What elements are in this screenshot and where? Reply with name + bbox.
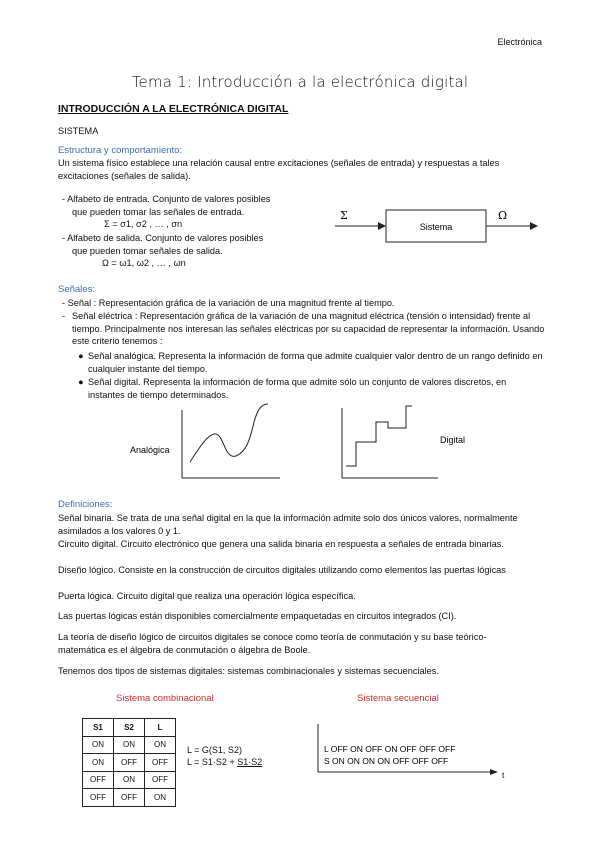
table-cell: ON [83, 754, 114, 772]
formula-omega: Ω = ω1, ω2 , … , ωn [102, 258, 186, 268]
table-row [83, 736, 176, 754]
table-cell: ON [114, 771, 145, 789]
table-cell: L [145, 719, 176, 737]
analog-curve [190, 404, 268, 462]
senal-digital-bullet: ● Señal digital. Representa la información de forma que admite sólo un conjunto de valores discretos, en instantes de tiempo determinados. [78, 376, 544, 401]
senal-analogica-bullet: ● Señal analógica. Representa la información de forma que admite cualquier valor dentro de un rango definido en cualquier instante del tiempo. [78, 351, 543, 374]
senales-heading: Señales: [58, 284, 95, 295]
table-cell: OFF [145, 754, 176, 772]
para-puertas-ci: Las puertas lógicas están disponibles comercialmente empaquetadas en circuitos integrados (CI). [58, 611, 457, 621]
table-cell: OFF [83, 771, 114, 789]
output-symbol: Ω [498, 209, 508, 222]
bullet-alfabeto-entrada: - Alfabeto de entrada. Conjunto de valores posibles que pueden tomar las señales de entrada. Σ = σ1, σ2 , … , σn [62, 193, 312, 231]
bullet-line: que pueden tomar las señales de entrada. [72, 206, 245, 217]
table-row [83, 754, 176, 772]
def-diseno-logico: Diseño lógico. Consiste en la construcción de circuitos digitales utilizando como elementos las puertas lógicas [58, 565, 506, 575]
table-cell: ON [83, 736, 114, 754]
section-title: INTRODUCCIÓN A LA ELECTRÓNICA DIGITAL [58, 103, 289, 115]
def-puerta-logica: Puerta lógica. Circuito digital que realiza una operación lógica específica. [58, 591, 356, 601]
para-teoria-conmutacion: La teoría de diseño lógico de circuitos digitales se conoce como teoría de conmutación y su base teórico-matemática es el álgebra de conmutación o álgebra de Boole. [58, 632, 487, 655]
def-circuito-digital: Circuito digital. Circuito electrónico que genera una salida binaria en respuesta a señales de entrada binarias. [58, 539, 504, 549]
table-row [83, 719, 176, 737]
senal-text: Señal : Representación gráfica de la variación de una magnitud frente al tiempo. [67, 298, 395, 308]
page-header: Electrónica [497, 37, 542, 47]
seq-axis-t: t [502, 770, 505, 780]
para-tipos-sistemas: Tenemos dos tipos de sistemas digitales: sistemas combinacionales y sistemas secuenciales. [58, 666, 439, 676]
estructura-heading: Estructura y comportamiento: [58, 145, 183, 156]
senal-electrica-text: Señal eléctrica : Representación gráfica de la variación de una magnitud eléctrica (tensión o intensidad) frente al tiempo. Principalmente nos interesan las señales eléctricas por su capacidad de representar la información. Usando este criterio tenemos : [72, 311, 545, 346]
input-arrowhead [378, 222, 386, 230]
table-cell: OFF [83, 789, 114, 807]
senal-electrica-bullet: - Señal eléctrica : Representación gráfica de la variación de una magnitud eléctrica (tensión o intensidad) frente al tiempo. Principalmente nos interesan las señales eléctricas por su capacidad de representar la información. Usando este criterio tenemos : [62, 311, 545, 346]
seq-row-l: L OFF ON OFF ON OFF OFF OFF [324, 744, 456, 754]
def-senal-binaria: Señal binaria. Se trata de una señal digital en la que la información admite solo dos únicos valores, normalmente asimilados a los valores 0 y 1. [58, 513, 518, 536]
bullet-alfabeto-salida: - Alfabeto de salida. Conjunto de valores posibles que pueden tomar señales de salida. Ω = ω1, ω2 , … , ωn [62, 232, 312, 270]
equation-term: L = S1·S2 + [187, 757, 238, 767]
table-cell: S1 [83, 719, 114, 737]
table-cell: OFF [114, 754, 145, 772]
seq-row-s: S ON ON ON ON OFF OFF OFF [324, 756, 449, 766]
equation-g: L = G(S1, S2) [187, 745, 242, 755]
bullet-line: que pueden tomar señales de salida. [72, 245, 223, 256]
output-arrowhead [530, 222, 538, 230]
table-cell: ON [145, 789, 176, 807]
table-cell: S2 [114, 719, 145, 737]
table-cell: OFF [145, 771, 176, 789]
analog-label: Analógica [130, 445, 170, 455]
seq-axis-arrowhead [490, 769, 498, 775]
secuencial-heading: Sistema secuencial [357, 693, 439, 704]
equation-negated-term: S1·S2 [237, 757, 263, 767]
estructura-text: Un sistema físico establece una relación causal entre excitaciones (señales de entrada) y respuestas a tales excitaciones (señales de salida). [58, 158, 500, 181]
table-row [83, 789, 176, 807]
digital-label: Digital [440, 435, 466, 445]
signal-graphs [120, 400, 520, 490]
senal-analogica-text: Señal analógica. Representa la información de forma que admite cualquier valor dentro de un rango definido en cualquier instante del tiempo. [88, 351, 543, 374]
sistema-label: SISTEMA [58, 126, 99, 136]
equation-l [187, 756, 262, 768]
digital-step-signal [346, 406, 412, 466]
definiciones-heading: Definiciones: [58, 499, 113, 510]
table-cell: OFF [114, 789, 145, 807]
secuencial-diagram [314, 722, 514, 782]
bullet-line: Alfabeto de entrada. Conjunto de valores posibles [67, 194, 271, 204]
system-block-diagram [330, 200, 545, 250]
table-cell: ON [145, 736, 176, 754]
combinacional-equations [187, 744, 262, 768]
system-box-label: Sistema [419, 222, 453, 232]
table-cell: ON [114, 736, 145, 754]
combinacional-heading: Sistema combinacional [116, 693, 214, 704]
table-row [83, 771, 176, 789]
bullet-line: Alfabeto de salida. Conjunto de valores posibles [67, 233, 264, 243]
truth-table [82, 718, 176, 807]
page-title: Tema 1: Introducción a la electrónica digital [131, 73, 469, 91]
senal-digital-text: Señal digital. Representa la información de forma que admite sólo un conjunto de valores discretos, en instantes de tiempo determinados. [88, 377, 507, 400]
senal-bullet: - Señal : Representación gráfica de la variación de una magnitud frente al tiempo. [62, 298, 395, 308]
input-symbol: Σ [340, 209, 348, 222]
formula-sigma: Σ = σ1, σ2 , … , σn [104, 219, 183, 229]
